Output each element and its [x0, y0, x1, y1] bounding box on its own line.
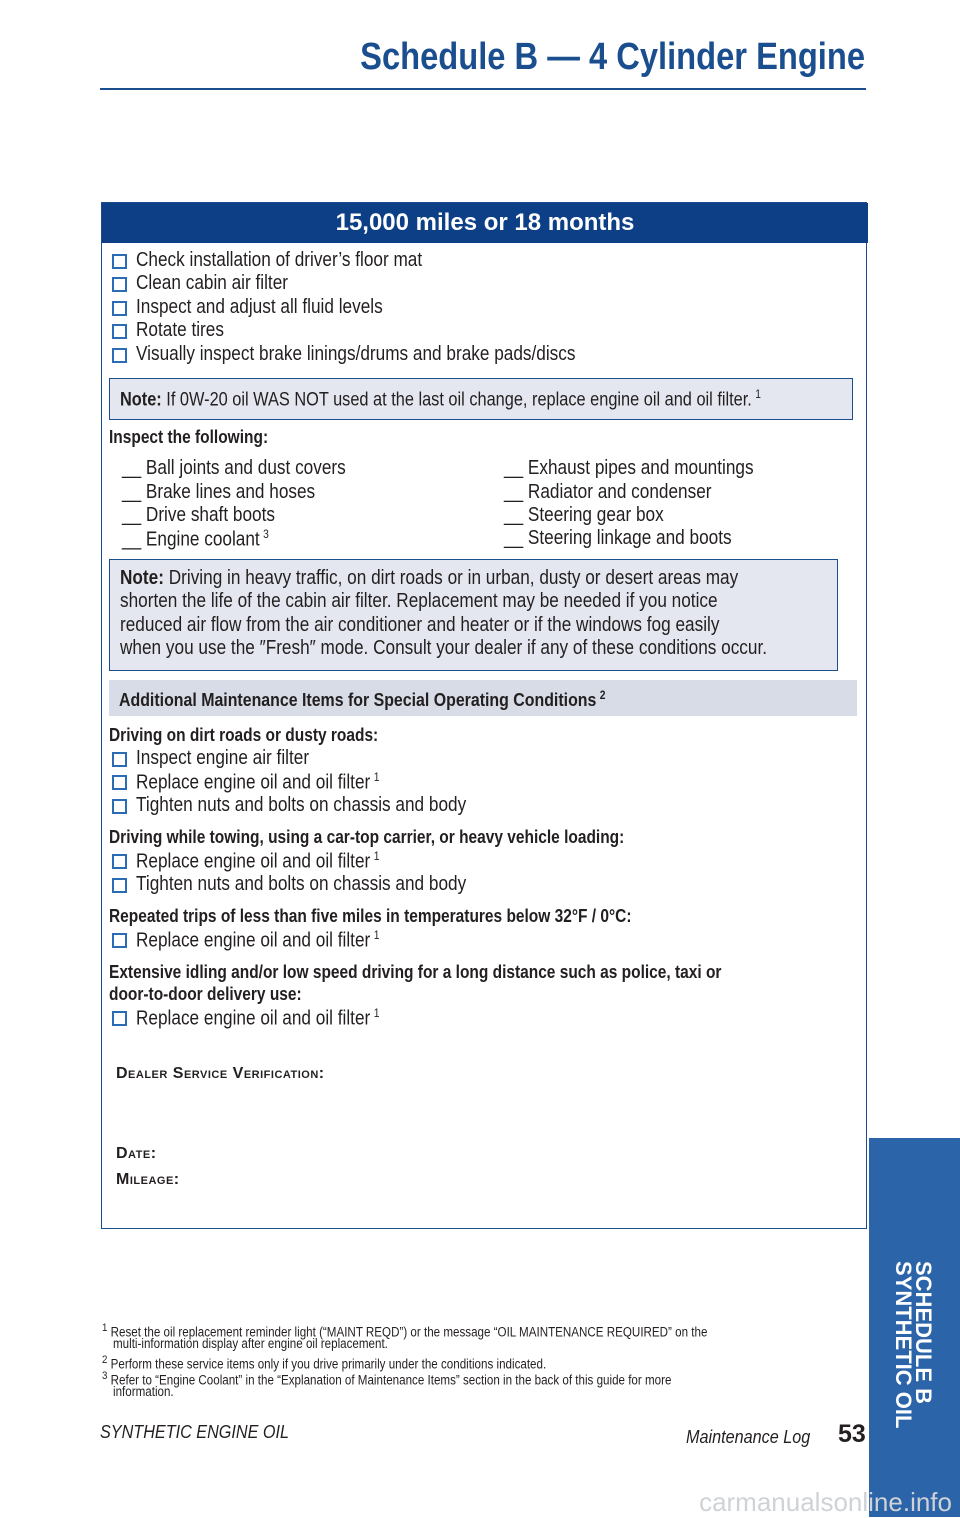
condition-item [136, 849, 379, 874]
inspect-item: __ Exhaust pipes and mountings [504, 457, 754, 479]
checklist-item: Rotate tires [136, 319, 224, 341]
checkbox[interactable] [112, 854, 127, 869]
page-number: 53 [838, 1420, 866, 1448]
title-divider [100, 88, 866, 90]
checkbox[interactable] [112, 752, 127, 767]
checklist-item: Check installation of driver’s floor mat [136, 249, 423, 271]
condition-item-text: Replace engine oil and oil filter [136, 771, 371, 794]
note-line: reduced air flow from the air conditioner and heater or if the windows fog easily [120, 614, 720, 636]
note-label: Note: [120, 389, 162, 411]
checkbox[interactable] [112, 277, 127, 292]
inspect-item [122, 527, 269, 552]
footnote-num: 3 [102, 1370, 108, 1382]
checkbox[interactable] [112, 878, 127, 893]
condition-heading: Extensive idling and/or low speed driving for a long distance such as police, taxi or [109, 962, 722, 982]
note-line: when you use the ″Fresh″ mode. Consult your dealer if any of these conditions occur. [120, 637, 768, 659]
checkbox[interactable] [112, 324, 127, 339]
checklist-item: Inspect and adjust all fluid levels [136, 296, 383, 318]
side-tab-line2: SYNTHETIC OIL [891, 1261, 916, 1429]
checkbox[interactable] [112, 301, 127, 316]
side-tab-line1: SCHEDULE B [911, 1261, 936, 1405]
checklist-item: Visually inspect brake linings/drums and brake pads/discs [136, 343, 576, 365]
maintenance-box [101, 202, 867, 1229]
condition-item-text: Replace engine oil and oil filter [136, 929, 371, 952]
condition-heading: Driving while towing, using a car-top carrier, or heavy vehicle loading: [109, 827, 625, 847]
note-label: Note: [120, 567, 164, 589]
section-side-tab[interactable] [869, 1138, 960, 1517]
footnote-ref: 1 [373, 770, 380, 784]
inspect-item: __ Brake lines and hoses [122, 481, 316, 503]
footnote-ref: 3 [263, 527, 269, 541]
footnote [102, 1368, 671, 1389]
condition-item: Inspect engine air filter [136, 747, 310, 769]
condition-heading: Repeated trips of less than five miles in temperatures below 32°F / 0°C: [109, 906, 632, 926]
footnote-num: 2 [102, 1354, 108, 1366]
checkbox[interactable] [112, 933, 127, 948]
footnote-text: information. [113, 1384, 174, 1399]
condition-item-text: Replace engine oil and oil filter [136, 1007, 371, 1030]
footnote-ref: 1 [373, 849, 380, 863]
footnote-text: Perform these service items only if you drive primarily under the conditions indicated. [110, 1356, 547, 1372]
condition-heading: door-to-door delivery use: [109, 984, 302, 1004]
footnote-ref: 1 [373, 1006, 380, 1020]
condition-item: Tighten nuts and bolts on chassis and body [136, 873, 467, 895]
inspect-item: __ Drive shaft boots [122, 504, 275, 526]
condition-item [136, 928, 379, 953]
note-text: If 0W-20 oil WAS NOT used at the last oil change, replace engine oil and oil filter. [166, 389, 752, 411]
additional-heading: Additional Maintenance Items for Special Operating Conditions [119, 689, 597, 711]
footer-log-label: Maintenance Log [686, 1427, 811, 1447]
footnote-text: Refer to “Engine Coolant” in the “Explanation of Maintenance Items” section in the back of this guide for more [110, 1372, 672, 1388]
checklist-item: Clean cabin air filter [136, 272, 289, 294]
footnote-text: multi-information display after engine oil replacement. [113, 1336, 388, 1351]
footnote-ref: 2 [599, 688, 606, 702]
checkbox[interactable] [112, 1011, 127, 1026]
condition-item [136, 1006, 379, 1031]
additional-heading-bar [109, 680, 857, 716]
watermark: carmanualsonline.info [699, 1487, 952, 1517]
condition-heading: Driving on dirt roads or dusty roads: [109, 725, 379, 745]
inspect-item: __ Steering linkage and boots [504, 527, 732, 549]
inspect-heading: Inspect the following: [109, 427, 269, 447]
interval-heading: 15,000 miles or 18 months [102, 203, 868, 243]
footnote-ref: 1 [373, 928, 380, 942]
checkbox[interactable] [112, 348, 127, 363]
note-cabin-filter [109, 559, 838, 671]
dealer-verification-label: Dealer Service Verification: [116, 1065, 325, 1082]
checkbox[interactable] [112, 775, 127, 790]
footnote-text: Reset the oil replacement reminder light (“MAINT REQD”) or the message “OIL MAINTENANCE REQUIRED” on the [110, 1324, 708, 1340]
note-line: Driving in heavy traffic, on dirt roads or in urban, dusty or desert areas may [168, 567, 739, 589]
checkbox[interactable] [112, 254, 127, 269]
condition-item: Tighten nuts and bolts on chassis and body [136, 794, 467, 816]
inspect-item: __ Radiator and condenser [504, 481, 712, 503]
inspect-item: __ Steering gear box [504, 504, 664, 526]
note-line: shorten the life of the cabin air filter. Replacement may be needed if you notice [120, 590, 718, 612]
date-label: Date: [116, 1145, 157, 1162]
inspect-item-text: __ Engine coolant [122, 528, 260, 551]
mileage-label: Mileage: [116, 1171, 180, 1188]
inspect-item: __ Ball joints and dust covers [122, 457, 346, 479]
footnote-ref: 1 [755, 387, 762, 401]
footer-section-label: SYNTHETIC ENGINE OIL [100, 1422, 290, 1442]
checkbox[interactable] [112, 799, 127, 814]
condition-item-text: Replace engine oil and oil filter [136, 850, 371, 873]
footnote-num: 1 [102, 1322, 108, 1334]
condition-item [136, 770, 379, 795]
note-oil [109, 378, 853, 420]
page-title: Schedule B — 4 Cylinder Engine [360, 36, 865, 78]
